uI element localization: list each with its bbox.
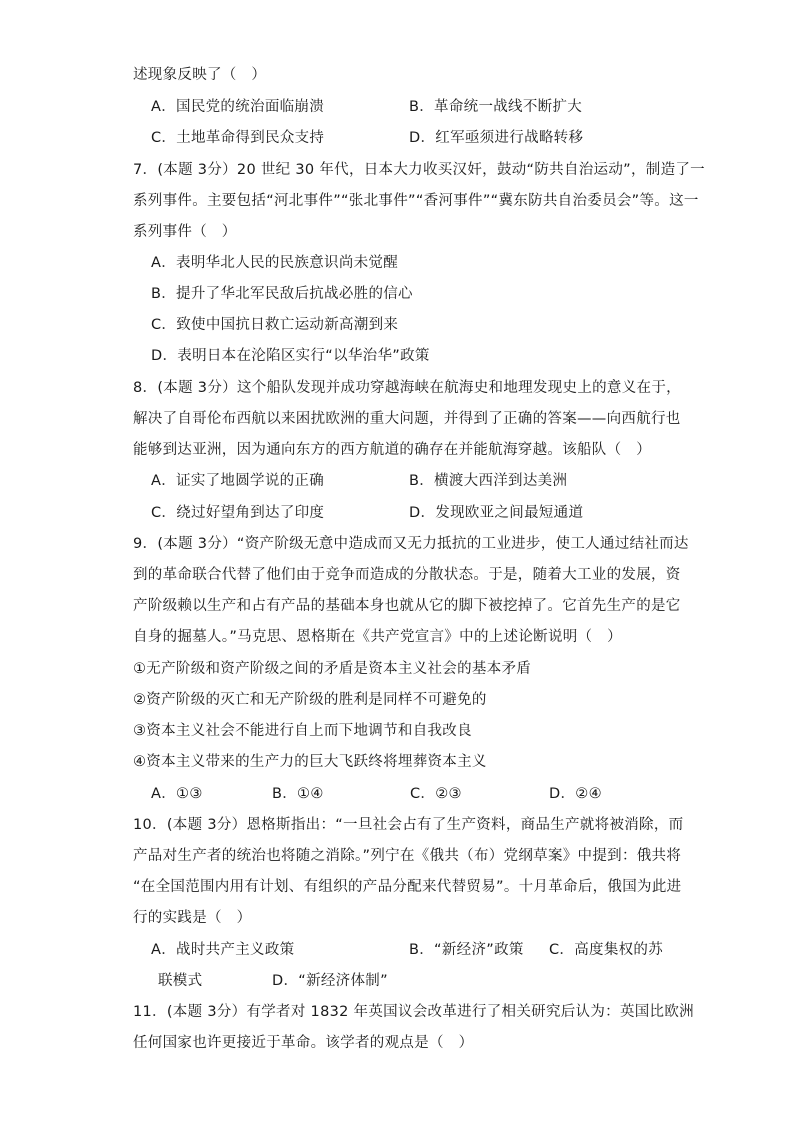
- q10-stem-line-2: 产品对生产者的统治也将随之消除。”列宁在《俄共（布）党纲草案》中提到：俄共将: [133, 848, 682, 864]
- q6-option-a[interactable]: A．国民党的统治面临崩溃: [151, 99, 325, 115]
- q9-stem-line-2: 到的革命联合代替了他们由于竞争而造成的分散状态。于是，随着大工业的发展，资: [133, 567, 681, 583]
- q6-option-d[interactable]: D．红军亟须进行战略转移: [409, 130, 584, 146]
- q8-stem-line-1: 8．(本题 3分）这个船队发现并成功穿越海峡在航海史和地理发现史上的意义在于，: [133, 380, 681, 396]
- q7-stem-line-1: 7．(本题 3分）20 世纪 30 年代，日本大力收买汉奸，鼓动“防共自治运动”，制造了一: [133, 162, 705, 178]
- q9-option-d[interactable]: D．②④: [549, 786, 602, 802]
- q7-option-b[interactable]: B．提升了华北军民敌后抗战必胜的信心: [151, 286, 413, 302]
- q7-stem-line-3: 系列事件（ ）: [133, 224, 237, 240]
- q11-stem-line-1: 11．(本题 3分）有学者对 1832 年英国议会改革进行了相关研究后认为：英国比欧洲: [133, 1004, 694, 1020]
- q8-stem-line-3: 能够到达亚洲，因为通向东方的西方航道的确存在并能航海穿越。该船队（ ）: [133, 442, 651, 458]
- q9-stem-line-3: 产阶级赖以生产和占有产品的基础本身也就从它的脚下被挖掉了。它首先生产的是它: [133, 598, 681, 614]
- q7-option-c[interactable]: C．致使中国抗日救亡运动新高潮到来: [151, 317, 399, 333]
- q10-option-c-continued[interactable]: 联模式: [158, 973, 203, 989]
- q7-option-d[interactable]: D．表明日本在沦陷区实行“以华治华”政策: [151, 348, 430, 364]
- q8-stem-line-2: 解决了自哥伦布西航以来困扰欧洲的重大问题，并得到了正确的答案——向西航行也: [133, 411, 681, 427]
- q7-stem-line-2: 系列事件。主要包括“河北事件”“张北事件”“香河事件”“冀东防共自治委员会”等。这一: [133, 193, 699, 209]
- q10-option-c[interactable]: C．高度集权的苏: [549, 942, 664, 958]
- q9-statement-2: ②资产阶级的灭亡和无产阶级的胜利是同样不可避免的: [133, 692, 487, 708]
- q10-stem-line-1: 10．(本题 3分）恩格斯指出：“一旦社会占有了生产资料，商品生产就将被消除，而: [133, 817, 684, 833]
- q8-option-a[interactable]: A．证实了地圆学说的正确: [151, 473, 325, 489]
- q9-statement-1: ①无产阶级和资产阶级之间的矛盾是资本主义社会的基本矛盾: [133, 661, 532, 677]
- q9-statement-3: ③资本主义社会不能进行自上而下地调节和自我改良: [133, 723, 472, 739]
- q10-option-d[interactable]: D．“新经济体制”: [272, 973, 388, 989]
- q8-option-c[interactable]: C．绕过好望角到达了印度: [151, 505, 325, 521]
- q9-stem-line-1: 9．(本题 3分）“资产阶级无意中造成而又无力抵抗的工业进步，使工人通过结社而达: [133, 536, 689, 552]
- q9-option-a[interactable]: A．①③: [151, 786, 203, 802]
- q9-stem-line-4: 自身的掘墓人。”马克思、恩格斯在《共产党宣言》中的上述论断说明（ ）: [133, 629, 622, 645]
- q9-option-c[interactable]: C．②③: [410, 786, 462, 802]
- q10-stem-line-4: 行的实践是（ ）: [133, 910, 252, 926]
- q6-option-c[interactable]: C．土地革命得到民众支持: [151, 130, 325, 146]
- q10-stem-line-3: “在全国范围内用有计划、有组织的产品分配来代替贸易”。十月革命后，俄国为此进: [133, 879, 682, 895]
- q7-option-a[interactable]: A．表明华北人民的民族意识尚未觉醒: [151, 255, 399, 271]
- q8-option-b[interactable]: B．横渡大西洋到达美洲: [409, 473, 568, 489]
- q9-option-b[interactable]: B．①④: [272, 786, 324, 802]
- q9-statement-4: ④资本主义带来的生产力的巨大飞跃终将埋葬资本主义: [133, 754, 487, 770]
- q10-option-a[interactable]: A．战时共产主义政策: [151, 942, 295, 958]
- q8-option-d[interactable]: D．发现欧亚之间最短通道: [409, 505, 584, 521]
- q11-stem-line-2: 任何国家也许更接近于革命。该学者的观点是（ ）: [133, 1035, 474, 1051]
- q6-option-b[interactable]: B．革命统一战线不断扩大: [409, 99, 583, 115]
- q10-option-b[interactable]: B．“新经济”政策: [409, 942, 524, 958]
- q6-stem-tail: 述现象反映了（ ）: [133, 67, 267, 83]
